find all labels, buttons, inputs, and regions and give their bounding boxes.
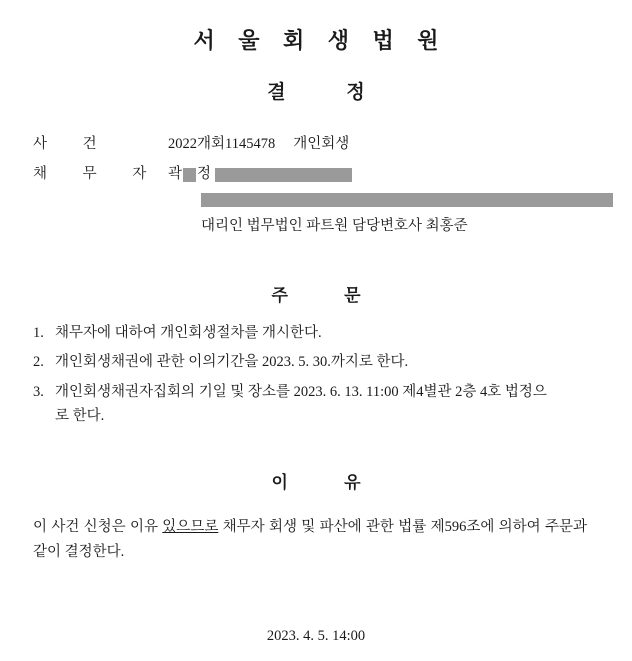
order-item-continuation: 로 한다. — [55, 408, 105, 425]
order-item-number: 2. — [33, 354, 44, 371]
reason-text-underlined: 있으므로 — [162, 518, 219, 535]
decision-datetime: 2023. 4. 5. 14:00 — [266, 628, 366, 644]
debtor-name-suffix: 정 — [197, 166, 212, 182]
list-item — [33, 351, 587, 373]
list-item — [33, 322, 587, 344]
debtor-label: 채 무 자 — [33, 166, 163, 182]
debtor-name-prefix: 곽 — [168, 166, 183, 182]
representative-line: 대리인 법무법인 파트원 담당변호사 최홍준 — [201, 218, 468, 234]
reason-text-after: 채무자 회생 및 파산에 관한 법률 제596조에 의하여 주문과 같이 결정한다. — [33, 518, 587, 561]
redaction-block-icon — [183, 168, 196, 182]
order-item-number: 1. — [33, 325, 44, 341]
case-type: 개인회생 — [293, 136, 350, 152]
order-item-text: 채무자에 대하여 개인회생절차를 개시한다. — [55, 325, 322, 341]
case-number: 2022개회1145478 — [168, 136, 276, 152]
order-item-number: 3. — [33, 383, 44, 400]
debtor-row — [33, 162, 632, 183]
case-value — [168, 132, 632, 153]
order-item-text: 개인회생채권에 관한 이의기간을 2023. 5. 30.까지로 한다. — [55, 354, 409, 371]
order-heading: 주 문 — [271, 286, 387, 305]
case-metadata — [0, 132, 632, 235]
court-title: 서 울 회 생 법 원 — [193, 28, 448, 53]
case-label: 사 건 — [33, 136, 113, 152]
debtor-value — [168, 162, 632, 183]
reason-heading: 이 유 — [271, 472, 387, 492]
reason-body — [0, 515, 632, 566]
order-items — [0, 322, 632, 428]
redaction-block-icon — [215, 168, 352, 182]
reason-text-before: 이 사건 신청은 이유 — [33, 518, 163, 535]
debtor-address-row — [33, 190, 632, 207]
list-item — [33, 381, 587, 403]
redaction-block-icon — [201, 193, 613, 207]
order-item-text: 개인회생채권자집회의 기일 및 장소를 2023. 6. 13. 11:00 제4별관 2층 4호 법정으 — [55, 383, 547, 400]
case-row — [33, 132, 632, 153]
document-page — [0, 24, 632, 661]
document-type-heading: 결 정 — [267, 82, 393, 103]
